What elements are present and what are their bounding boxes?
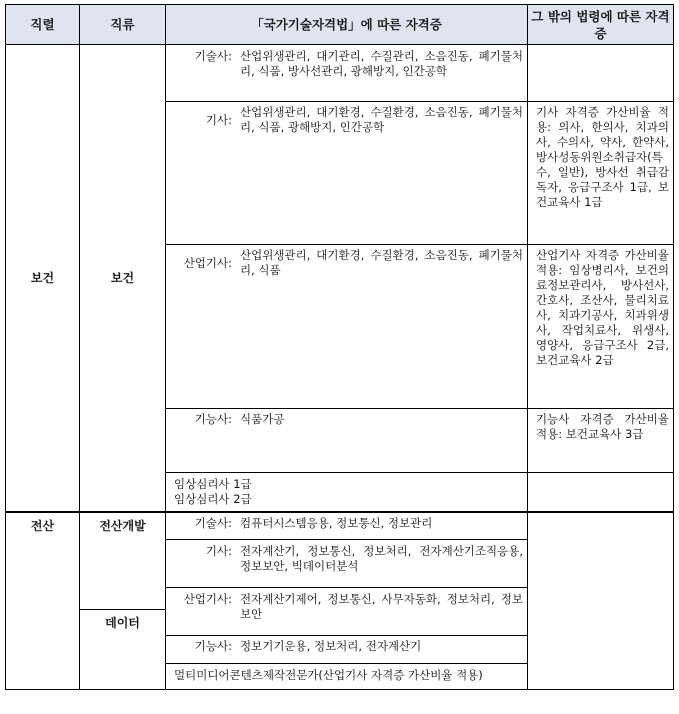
other-qualification-text: 기능사 자격증 가산비율 적용: 보건교육사 3급 — [536, 412, 669, 441]
multimedia-qualification: 멀티미디어콘텐츠제작전문가(산업기사 자격증 가산비율 적용) — [174, 667, 483, 682]
grade-label: 기사: — [205, 543, 232, 558]
table-row — [166, 102, 528, 245]
clinical-psychologist-2: 임상심리사 2급 — [174, 492, 252, 506]
grade-fields: 산업위생관리, 대기환경, 수질환경, 소음진동, 폐기물처리, 식품, 광해방지, 인간공학 — [240, 105, 523, 134]
header-national-qualification: 「국가기술자격법」에 따른 자격증 — [166, 5, 528, 45]
table-row — [166, 409, 528, 473]
clinical-psychologist-1: 임상심리사 1급 — [174, 477, 252, 491]
grade-label: 산업기사: — [183, 255, 232, 270]
duty-data: 데이터 — [80, 609, 166, 689]
other-cell-empty — [528, 473, 674, 513]
table-row — [166, 473, 528, 513]
header-duty: 직류 — [80, 5, 166, 45]
duty-software-dev: 전산개발 — [80, 512, 166, 609]
grade-fields: 정보기기운용, 정보처리, 전자계산기 — [240, 638, 422, 653]
other-cell-empty — [528, 512, 674, 689]
other-cell-empty — [528, 45, 674, 102]
grade-fields: 산업위생관리, 대기환경, 수질환경, 소음진동, 폐기물처리, 식품 — [240, 248, 523, 277]
grade-fields: 산업위생관리, 대기관리, 수질관리, 소음진동, 폐기물처리, 식품, 방사선관리, 광해방지, 인간공학 — [240, 49, 523, 78]
header-other-qualification: 그 밖의 법령에 따른 자격증 — [528, 5, 674, 45]
other-qualification-text: 기사 자격증 가산비율 적용: 의사, 한의사, 치과의사, 수의사, 약사, 한약사, 방사성동위원소취급자(특수, 일반), 방사선 취급감독자, 응급구조사 1급, 보건교육사 1급 — [536, 105, 669, 209]
table-row — [166, 539, 528, 587]
table-row — [166, 45, 528, 102]
other-qualification-cell — [528, 102, 674, 245]
grade-label: 기사: — [205, 112, 232, 127]
table-row — [166, 587, 528, 635]
grade-label: 산업기사: — [183, 591, 232, 606]
duty-health: 보건 — [80, 45, 166, 513]
other-qualification-text: 산업기사 자격증 가산비율 적용: 임상병리사, 보건의료정보관리사, 방사선사, 간호사, 조산사, 물리치료사, 치과기공사, 치과위생사, 작업치료사, 위생사, 영양사, 응급구조사 2급, 보건교육사 2급 — [536, 248, 669, 367]
header-series: 직렬 — [6, 5, 80, 45]
table-row — [166, 245, 528, 409]
grade-label: 기술사: — [194, 49, 232, 63]
table-row — [166, 635, 528, 663]
qualification-table — [5, 4, 674, 690]
other-qualification-cell — [528, 409, 674, 473]
grade-fields: 전자계산기, 정보통신, 정보처리, 전자계산기조직응용, 정보보안, 빅데이터분석 — [240, 543, 523, 573]
grade-label: 기술사: — [194, 516, 232, 530]
other-qualification-cell — [528, 245, 674, 409]
grade-label: 기능사: — [194, 638, 232, 653]
table-row — [166, 663, 528, 689]
grade-fields: 전자계산기제어, 정보통신, 사무자동화, 정보처리, 정보보안 — [240, 591, 523, 621]
table-row — [166, 512, 528, 539]
grade-fields: 컴퓨터시스템응용, 정보통신, 정보관리 — [240, 516, 433, 530]
series-computing: 전산 — [6, 512, 80, 689]
series-health: 보건 — [6, 45, 80, 513]
grade-label: 기능사: — [194, 412, 232, 426]
grade-fields: 식품가공 — [240, 412, 285, 426]
